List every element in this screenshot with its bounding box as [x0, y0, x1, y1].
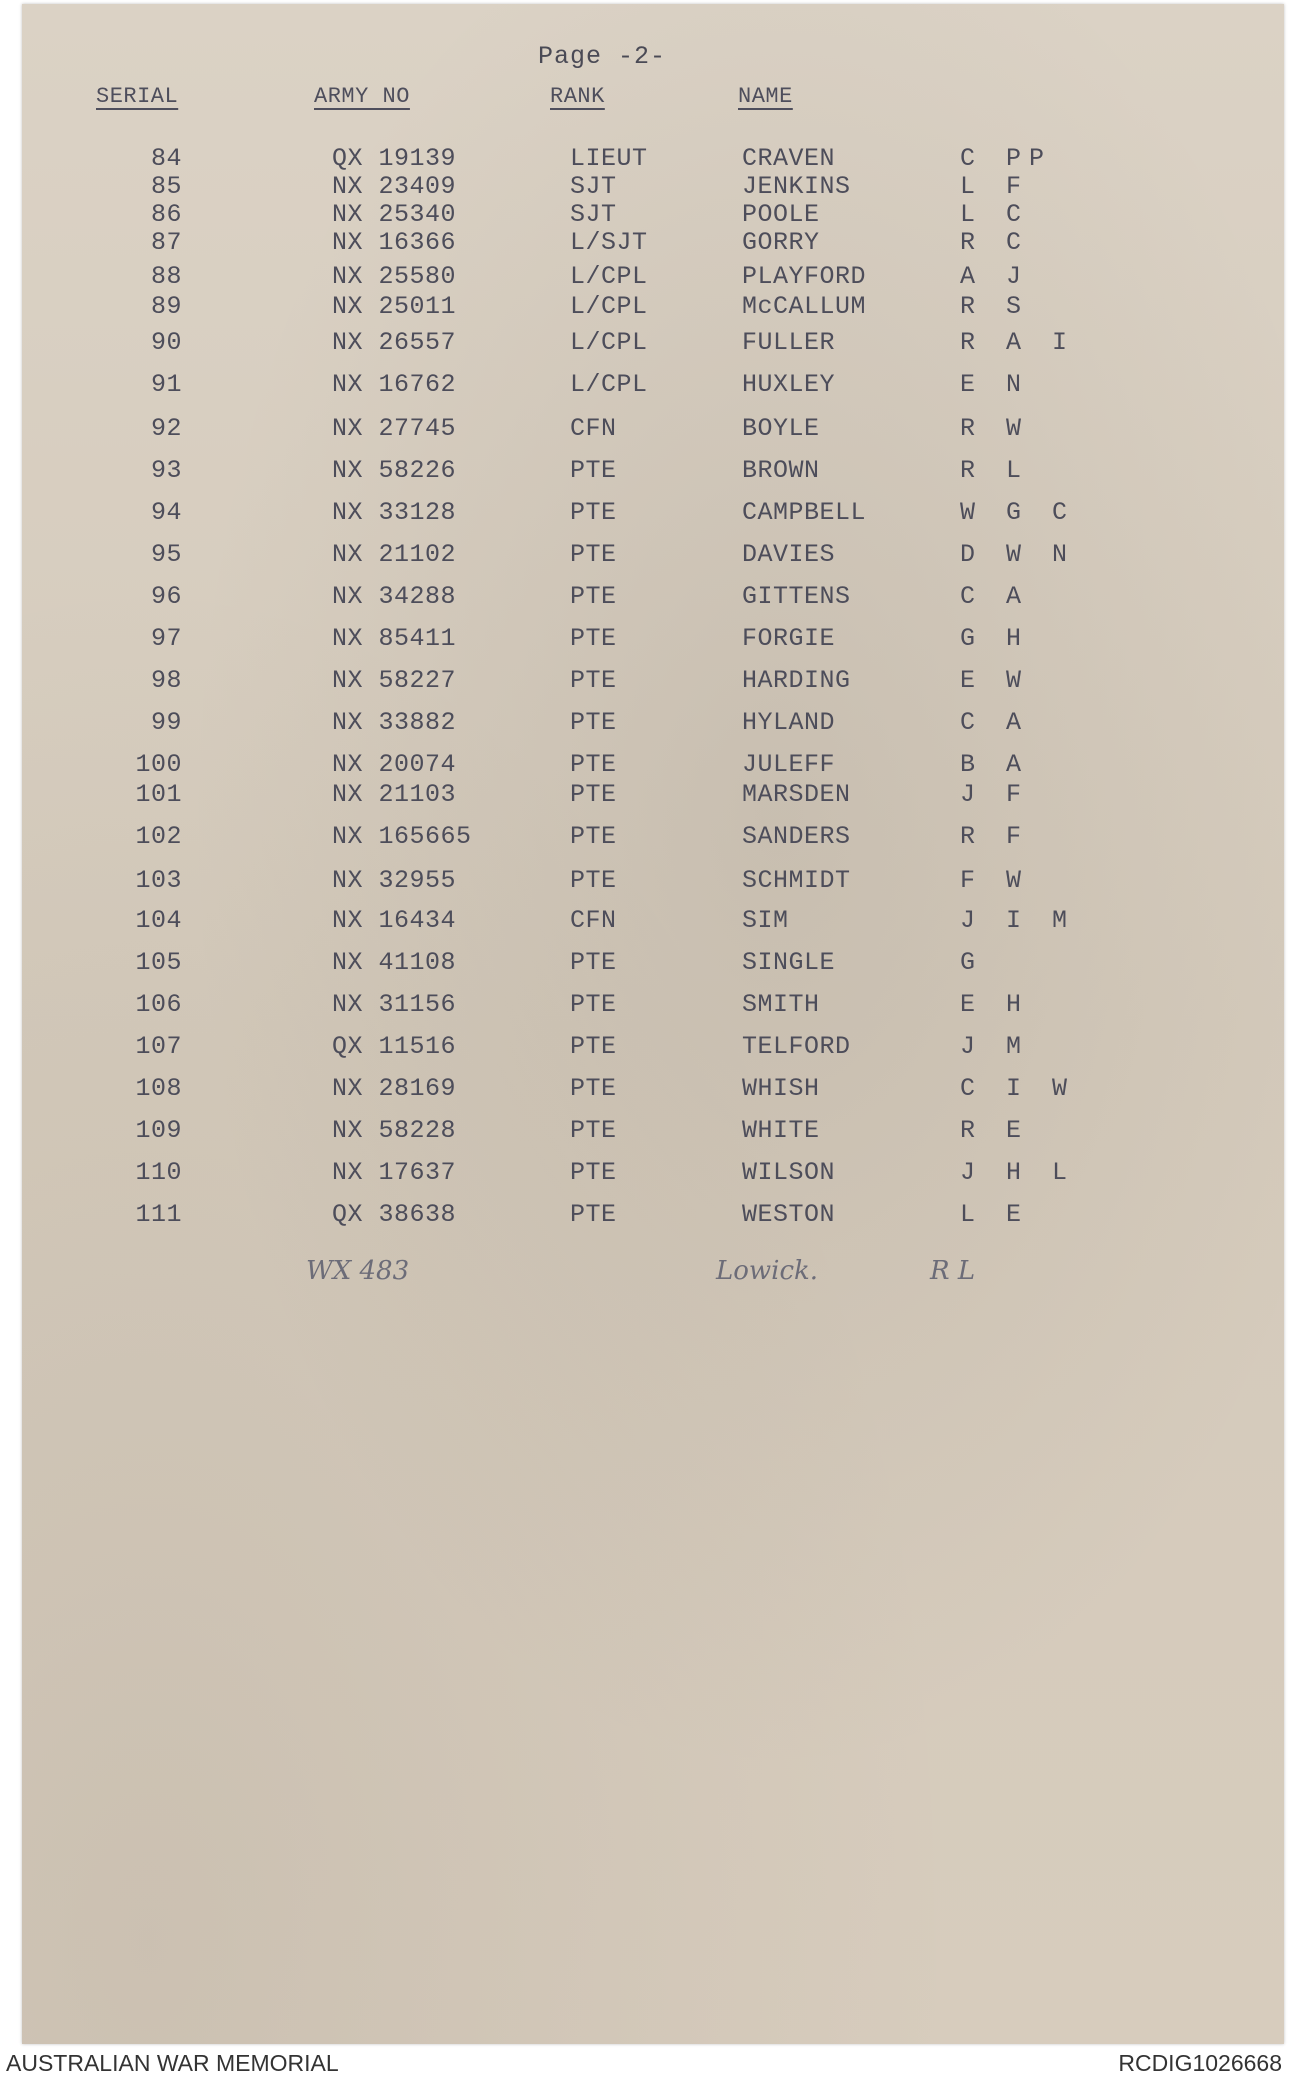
cell-army-no: NX 16762 — [332, 370, 457, 399]
cell-serial: 104 — [135, 906, 182, 935]
table-row — [22, 666, 1284, 696]
cell-serial: 111 — [135, 1200, 182, 1229]
cell-army-no: NX 58228 — [332, 1116, 457, 1145]
cell-serial: 89 — [150, 292, 182, 321]
cell-rank: PTE — [570, 624, 617, 653]
cell-army-no: NX 27745 — [332, 414, 457, 443]
cell-army-no: QX 11516 — [332, 1032, 457, 1061]
cell-serial: 103 — [135, 866, 182, 895]
cell-initials: L C — [960, 200, 1030, 229]
cell-army-no: NX 33882 — [332, 708, 457, 737]
cell-initials: C PP — [960, 144, 1053, 173]
cell-initials: E N — [960, 370, 1030, 399]
cell-initials: C I W — [960, 1074, 1076, 1103]
footer-source-label: AUSTRALIAN WAR MEMORIAL — [6, 2050, 339, 2076]
table-row — [22, 906, 1284, 936]
cell-initials: R F — [960, 822, 1030, 851]
header-army-no: ARMY NO — [314, 84, 410, 109]
cell-serial: 105 — [135, 948, 182, 977]
cell-rank: PTE — [570, 498, 617, 527]
handwritten-army-no: WX 483 — [306, 1256, 410, 1286]
cell-army-no: NX 25580 — [332, 262, 457, 291]
table-row — [22, 990, 1284, 1020]
cell-army-no: NX 33128 — [332, 498, 457, 527]
table-row — [22, 262, 1284, 292]
cell-serial: 94 — [150, 498, 182, 527]
cell-rank: L/CPL — [570, 262, 648, 291]
table-row — [22, 750, 1284, 780]
cell-initials: J H L — [960, 1158, 1076, 1187]
cell-serial: 97 — [150, 624, 182, 653]
cell-initials: R C — [960, 228, 1030, 257]
cell-army-no: NX 20074 — [332, 750, 457, 779]
table-row — [22, 200, 1284, 230]
cell-initials: R E — [960, 1116, 1030, 1145]
page-title: Page -2- — [538, 42, 667, 71]
cell-name: SCHMIDT — [742, 866, 851, 895]
cell-army-no: NX 58227 — [332, 666, 457, 695]
cell-name: WESTON — [742, 1200, 836, 1229]
cell-name: HYLAND — [742, 708, 836, 737]
cell-name: HUXLEY — [742, 370, 836, 399]
cell-rank: L/SJT — [570, 228, 648, 257]
cell-serial: 107 — [135, 1032, 182, 1061]
cell-name: TELFORD — [742, 1032, 851, 1061]
cell-initials: E W — [960, 666, 1030, 695]
cell-rank: L/CPL — [570, 328, 648, 357]
cell-rank: PTE — [570, 780, 617, 809]
table-row — [22, 328, 1284, 358]
cell-rank: PTE — [570, 948, 617, 977]
cell-name: JENKINS — [742, 172, 851, 201]
cell-army-no: NX 41108 — [332, 948, 457, 977]
cell-army-no: NX 26557 — [332, 328, 457, 357]
cell-army-no: NX 25011 — [332, 292, 457, 321]
cell-initials: G — [960, 948, 984, 977]
cell-serial: 88 — [150, 262, 182, 291]
table-row — [22, 370, 1284, 400]
table-row — [22, 1032, 1284, 1062]
cell-serial: 100 — [135, 750, 182, 779]
table-row — [22, 172, 1284, 202]
cell-army-no: NX 17637 — [332, 1158, 457, 1187]
cell-army-no: NX 21102 — [332, 540, 457, 569]
cell-rank: PTE — [570, 750, 617, 779]
cell-army-no: NX 23409 — [332, 172, 457, 201]
cell-name: SIM — [742, 906, 789, 935]
cell-name: HARDING — [742, 666, 851, 695]
cell-name: BOYLE — [742, 414, 820, 443]
cell-serial: 99 — [150, 708, 182, 737]
cell-rank: PTE — [570, 708, 617, 737]
table-row — [22, 1116, 1284, 1146]
cell-initials: G H — [960, 624, 1030, 653]
cell-rank: PTE — [570, 1158, 617, 1187]
table-row — [22, 228, 1284, 258]
table-row — [22, 456, 1284, 486]
cell-army-no: NX 16434 — [332, 906, 457, 935]
cell-rank: PTE — [570, 1032, 617, 1061]
cell-army-no: NX 31156 — [332, 990, 457, 1019]
cell-rank: LIEUT — [570, 144, 648, 173]
cell-serial: 85 — [150, 172, 182, 201]
cell-serial: 101 — [135, 780, 182, 809]
table-row — [22, 144, 1284, 174]
header-name: NAME — [738, 84, 793, 109]
cell-serial: 106 — [135, 990, 182, 1019]
cell-rank: PTE — [570, 456, 617, 485]
cell-serial: 93 — [150, 456, 182, 485]
cell-initials: R S — [960, 292, 1030, 321]
cell-rank: CFN — [570, 906, 617, 935]
cell-initials: C A — [960, 708, 1030, 737]
cell-serial: 92 — [150, 414, 182, 443]
cell-serial: 109 — [135, 1116, 182, 1145]
cell-name: CRAVEN — [742, 144, 836, 173]
cell-name: GITTENS — [742, 582, 851, 611]
cell-rank: SJT — [570, 200, 617, 229]
table-row — [22, 540, 1284, 570]
cell-rank: CFN — [570, 414, 617, 443]
table-row — [22, 582, 1284, 612]
cell-initials: L E — [960, 1200, 1030, 1229]
cell-initials: R A I — [960, 328, 1076, 357]
cell-name: SINGLE — [742, 948, 836, 977]
cell-serial: 87 — [150, 228, 182, 257]
table-row — [22, 866, 1284, 896]
cell-name: WHISH — [742, 1074, 820, 1103]
cell-army-no: NX 32955 — [332, 866, 457, 895]
cell-rank: PTE — [570, 1116, 617, 1145]
roll-table — [22, 4, 1284, 2044]
cell-serial: 108 — [135, 1074, 182, 1103]
cell-name: McCALLUM — [742, 292, 867, 321]
cell-name: FORGIE — [742, 624, 836, 653]
cell-rank: PTE — [570, 1074, 617, 1103]
document-page — [22, 4, 1284, 2044]
cell-name: FULLER — [742, 328, 836, 357]
table-row — [22, 1158, 1284, 1188]
header-serial: SERIAL — [96, 84, 179, 109]
cell-serial: 90 — [150, 328, 182, 357]
cell-army-no: NX 34288 — [332, 582, 457, 611]
cell-rank: PTE — [570, 990, 617, 1019]
table-row — [22, 708, 1284, 738]
table-row — [22, 1074, 1284, 1104]
cell-initials: J F — [960, 780, 1030, 809]
table-row — [22, 498, 1284, 528]
cell-army-no: QX 38638 — [332, 1200, 457, 1229]
cell-initials: D W N — [960, 540, 1076, 569]
cell-name: JULEFF — [742, 750, 836, 779]
handwritten-initials: R L — [930, 1256, 976, 1286]
cell-name: WILSON — [742, 1158, 836, 1187]
cell-initials: R W — [960, 414, 1030, 443]
cell-initials: E H — [960, 990, 1030, 1019]
cell-army-no: NX 25340 — [332, 200, 457, 229]
cell-rank: PTE — [570, 666, 617, 695]
cell-army-no: NX 165665 — [332, 822, 472, 851]
cell-initials: C A — [960, 582, 1030, 611]
table-row — [22, 822, 1284, 852]
table-row — [22, 780, 1284, 810]
table-row — [22, 292, 1284, 322]
cell-rank: L/CPL — [570, 292, 648, 321]
cell-serial: 98 — [150, 666, 182, 695]
cell-name: WHITE — [742, 1116, 820, 1145]
cell-name: DAVIES — [742, 540, 836, 569]
cell-name: SMITH — [742, 990, 820, 1019]
cell-serial: 102 — [135, 822, 182, 851]
cell-name: BROWN — [742, 456, 820, 485]
cell-initials: J I M — [960, 906, 1076, 935]
cell-rank: PTE — [570, 866, 617, 895]
cell-rank: PTE — [570, 1200, 617, 1229]
cell-initials: A J — [960, 262, 1030, 291]
cell-initials: B A — [960, 750, 1030, 779]
cell-army-no: NX 21103 — [332, 780, 457, 809]
table-row — [22, 948, 1284, 978]
cell-army-no: NX 28169 — [332, 1074, 457, 1103]
cell-rank: PTE — [570, 822, 617, 851]
cell-army-no: NX 58226 — [332, 456, 457, 485]
cell-initials: R L — [960, 456, 1030, 485]
cell-rank: SJT — [570, 172, 617, 201]
cell-rank: L/CPL — [570, 370, 648, 399]
cell-serial: 84 — [150, 144, 182, 173]
table-row — [22, 414, 1284, 444]
cell-name: PLAYFORD — [742, 262, 867, 291]
cell-army-no: QX 19139 — [332, 144, 457, 173]
cell-name: SANDERS — [742, 822, 851, 851]
cell-serial: 86 — [150, 200, 182, 229]
cell-serial: 110 — [135, 1158, 182, 1187]
cell-serial: 95 — [150, 540, 182, 569]
cell-serial: 91 — [150, 370, 182, 399]
cell-initials: L F — [960, 172, 1030, 201]
handwritten-name: Lowick. — [716, 1256, 819, 1286]
cell-name: GORRY — [742, 228, 820, 257]
header-rank: RANK — [550, 84, 605, 109]
footer-id-label: RCDIG1026668 — [1118, 2050, 1282, 2076]
cell-army-no: NX 85411 — [332, 624, 457, 653]
cell-name: CAMPBELL — [742, 498, 867, 527]
cell-initials: W G C — [960, 498, 1076, 527]
cell-name: MARSDEN — [742, 780, 851, 809]
table-row — [22, 624, 1284, 654]
cell-initials: F W — [960, 866, 1030, 895]
cell-name: POOLE — [742, 200, 820, 229]
cell-army-no: NX 16366 — [332, 228, 457, 257]
cell-serial: 96 — [150, 582, 182, 611]
cell-initials: J M — [960, 1032, 1030, 1061]
table-row — [22, 1200, 1284, 1230]
cell-rank: PTE — [570, 540, 617, 569]
cell-rank: PTE — [570, 582, 617, 611]
